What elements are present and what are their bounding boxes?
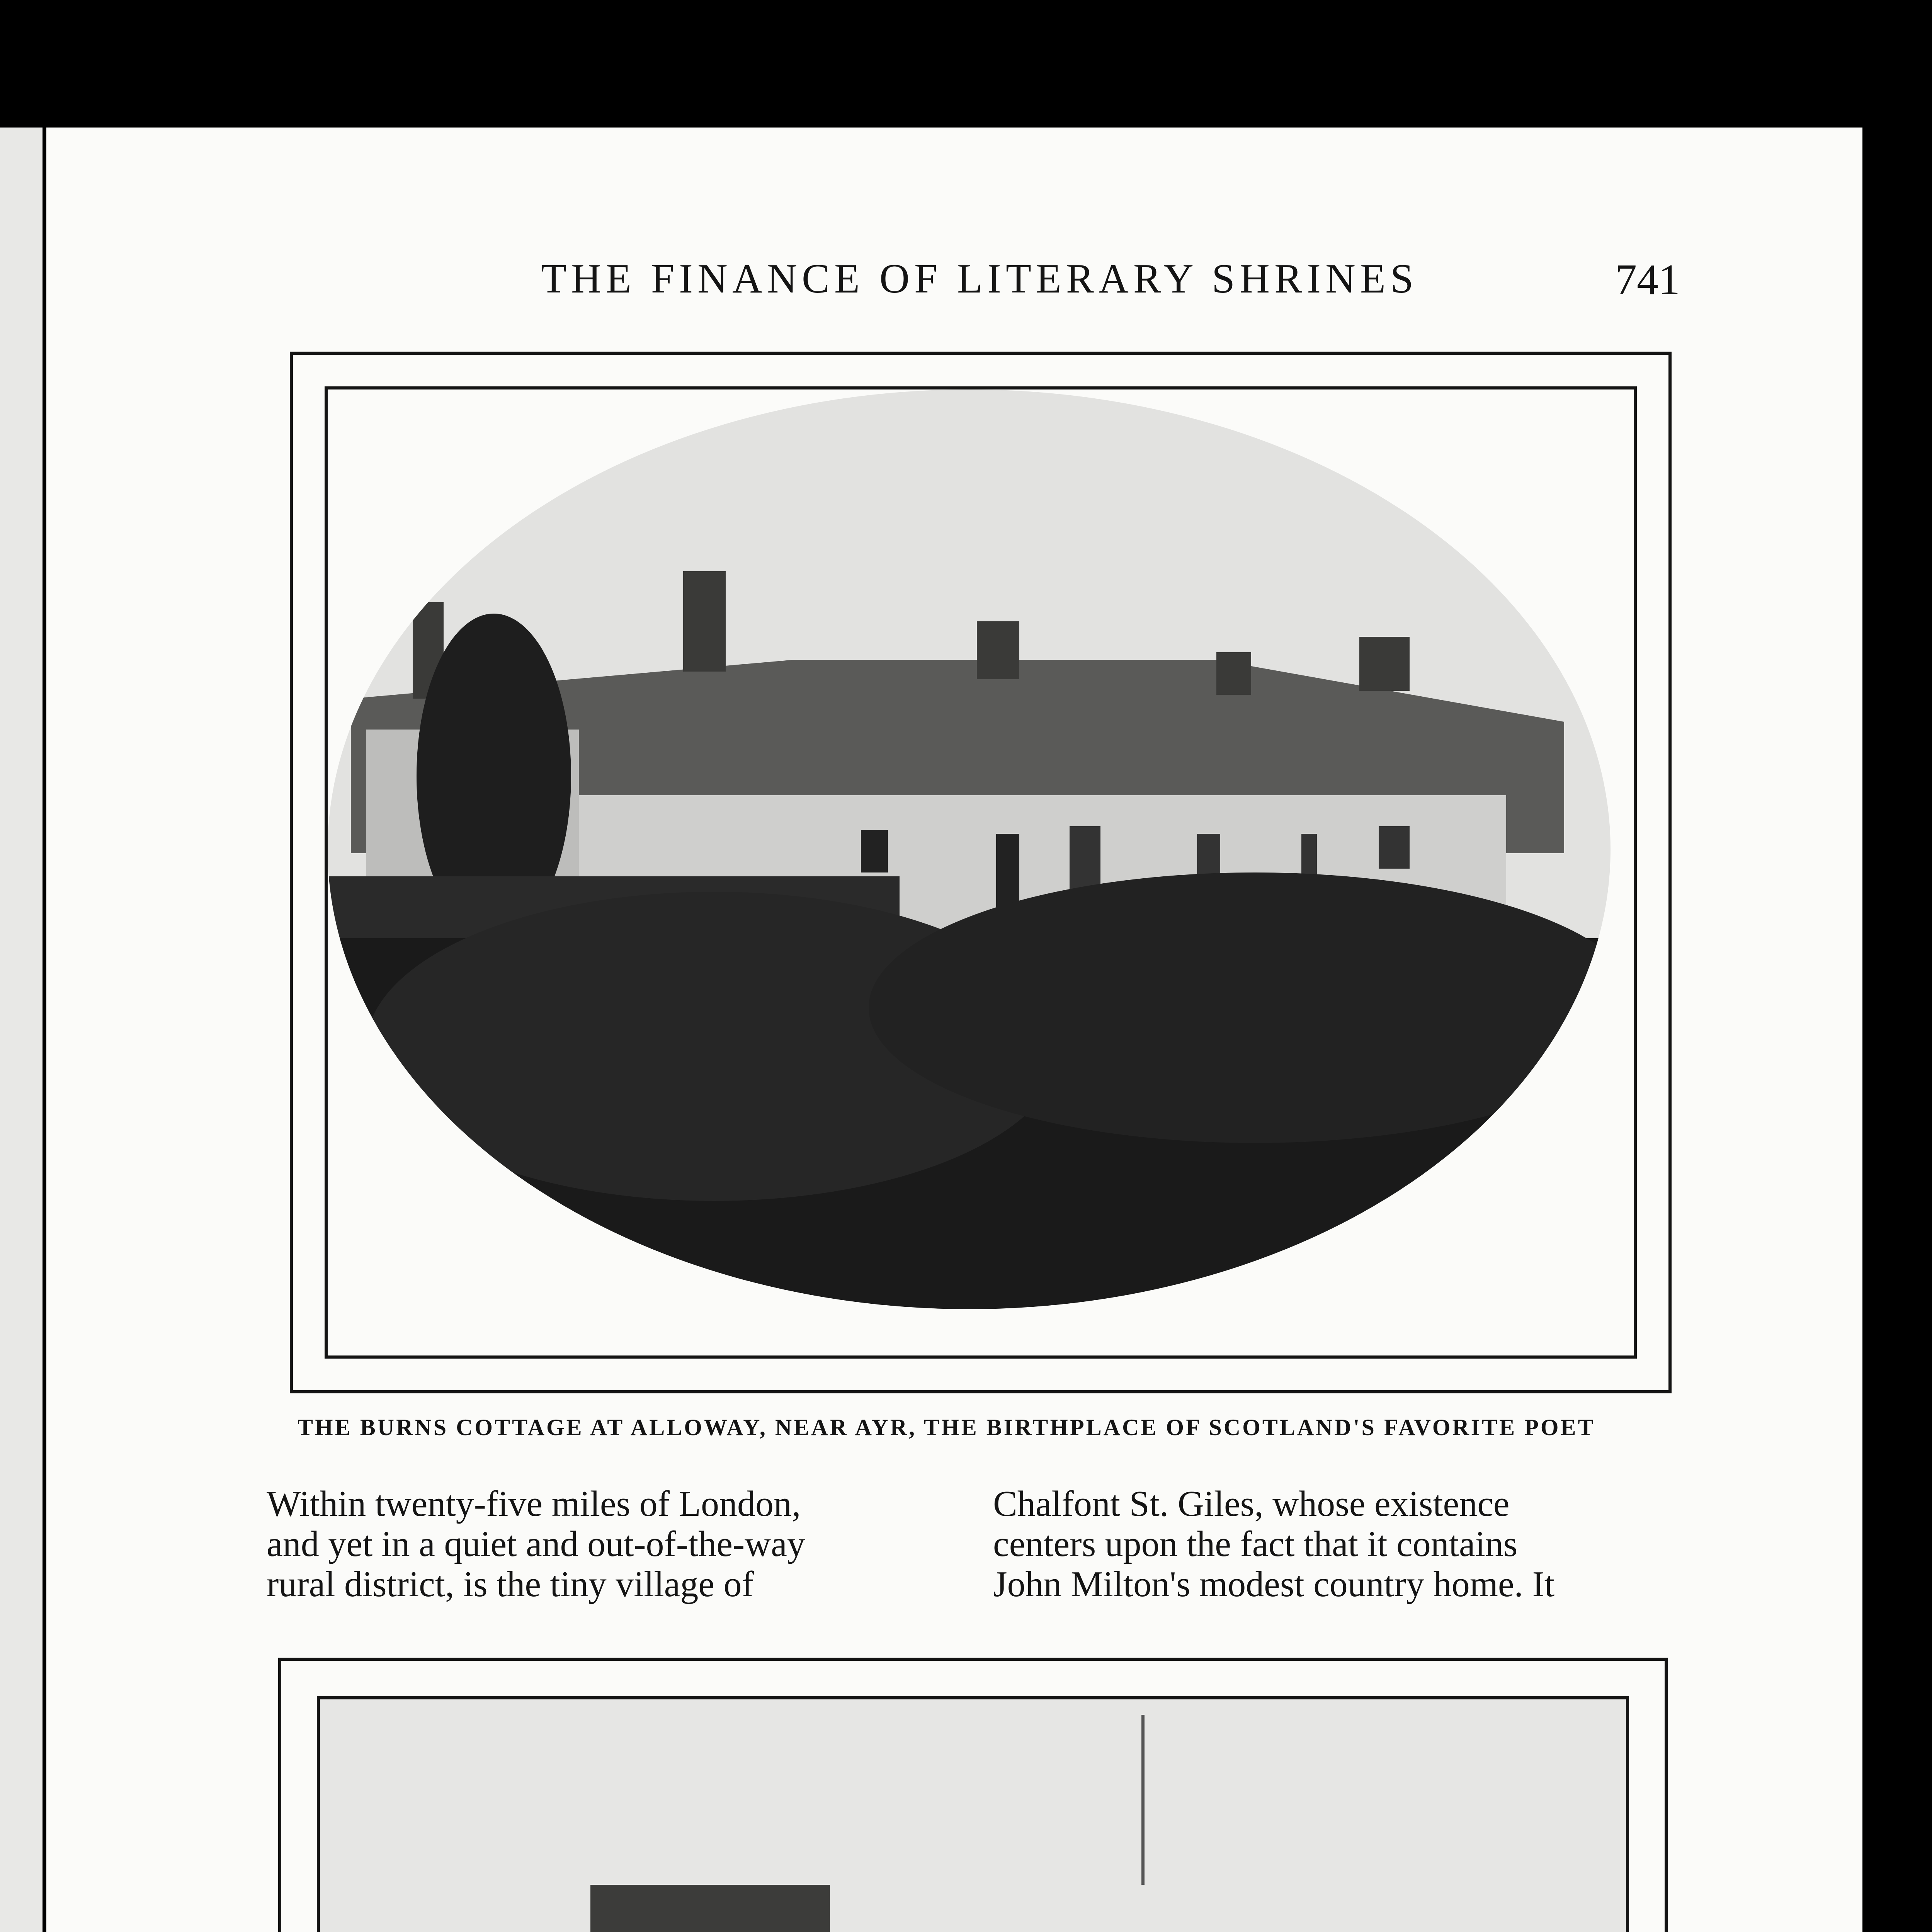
facing-page-edge xyxy=(0,128,43,1932)
body-column-left xyxy=(267,1484,951,1604)
body-line: centers upon the fact that it contains xyxy=(993,1524,1518,1564)
body-line: rural district, is the tiny village of xyxy=(267,1564,754,1604)
figure1-inner-frame xyxy=(325,386,1637,1359)
burns-cottage-photo xyxy=(328,389,1634,1355)
bleak-house-photo xyxy=(320,1699,1626,1932)
figure1-caption: THE BURNS COTTAGE AT ALLOWAY, NEAR AYR, THE BIRTHPLACE OF SCOTLAND'S FAVORITE POET xyxy=(298,1415,1595,1440)
figure2-inner-frame xyxy=(317,1696,1629,1932)
body-line: Within twenty-five miles of London, xyxy=(267,1484,801,1524)
body-line: and yet in a quiet and out-of-the-way xyxy=(267,1524,805,1564)
body-line: Chalfont St. Giles, whose existence xyxy=(993,1484,1510,1524)
page-number: 741 xyxy=(1615,256,1680,304)
running-header: THE FINANCE OF LITERARY SHRINES xyxy=(541,256,1418,302)
body-line: John Milton's modest country home. It xyxy=(993,1564,1554,1604)
body-column-right xyxy=(993,1484,1677,1604)
